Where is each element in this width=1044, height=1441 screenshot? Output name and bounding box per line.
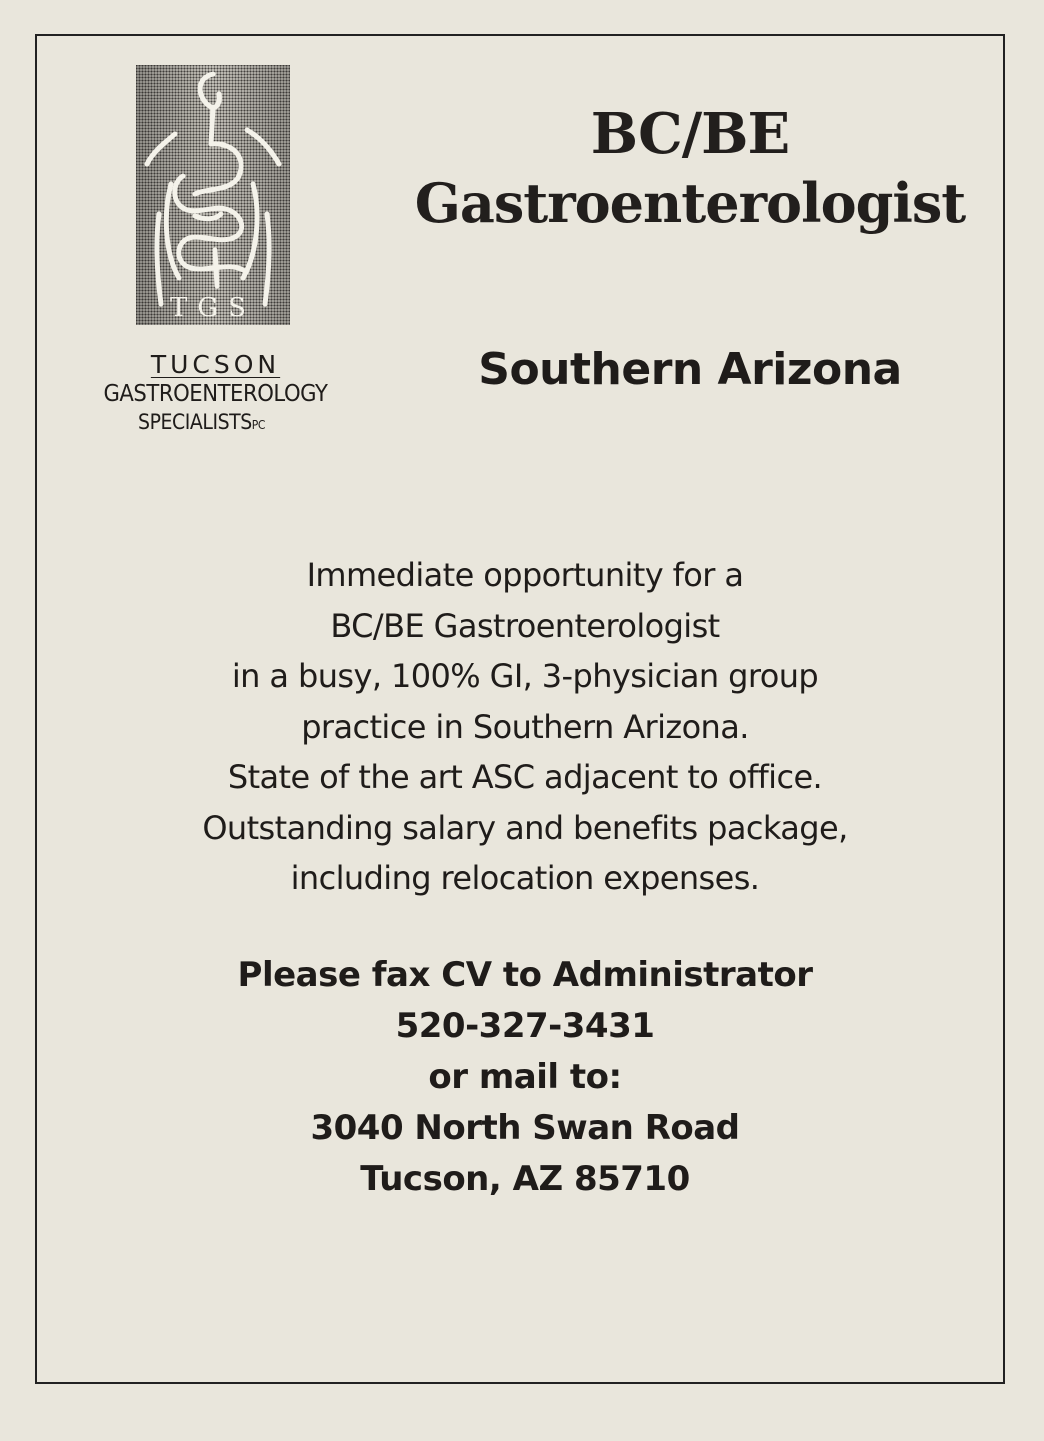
headline-line-1: BC/BE — [590, 101, 790, 167]
contact-info — [40, 950, 1010, 1205]
headline-line-2: Gastroenterologist — [414, 171, 966, 235]
headline — [380, 100, 1000, 238]
body-line: including relocation expenses. — [290, 859, 760, 897]
body-line: BC/BE Gastroenterologist — [330, 606, 720, 645]
logo-pc: PC — [251, 418, 265, 432]
contact-instruction: Please fax CV to Administrator — [237, 955, 813, 995]
logo-suffix-line — [47, 412, 356, 433]
logo-specialists: SPECIALISTS — [138, 410, 252, 434]
body-line: Immediate opportunity for a — [306, 556, 744, 594]
city-state-zip: Tucson, AZ 85710 — [360, 1159, 690, 1199]
street-address: 3040 North Swan Road — [310, 1108, 740, 1148]
job-description — [40, 550, 1010, 904]
body-line: State of the art ASC adjacent to office. — [227, 758, 823, 796]
body-line: practice in Southern Arizona. — [301, 707, 749, 746]
logo-specialty: GASTROENTEROLOGY — [103, 381, 328, 407]
logo-wordmark — [58, 352, 373, 433]
location-subhead: Southern Arizona — [478, 344, 902, 395]
mail-prompt: or mail to: — [428, 1057, 622, 1097]
body-line: Outstanding salary and benefits package, — [202, 808, 848, 847]
body-line: in a busy, 100% GI, 3-physician group — [231, 657, 819, 695]
logo-city: TUCSON — [150, 350, 281, 379]
digestive-system-logo-icon — [135, 64, 291, 326]
fax-number: 520-327-3431 — [395, 1006, 655, 1046]
svg-text:TGS: TGS — [170, 293, 256, 323]
